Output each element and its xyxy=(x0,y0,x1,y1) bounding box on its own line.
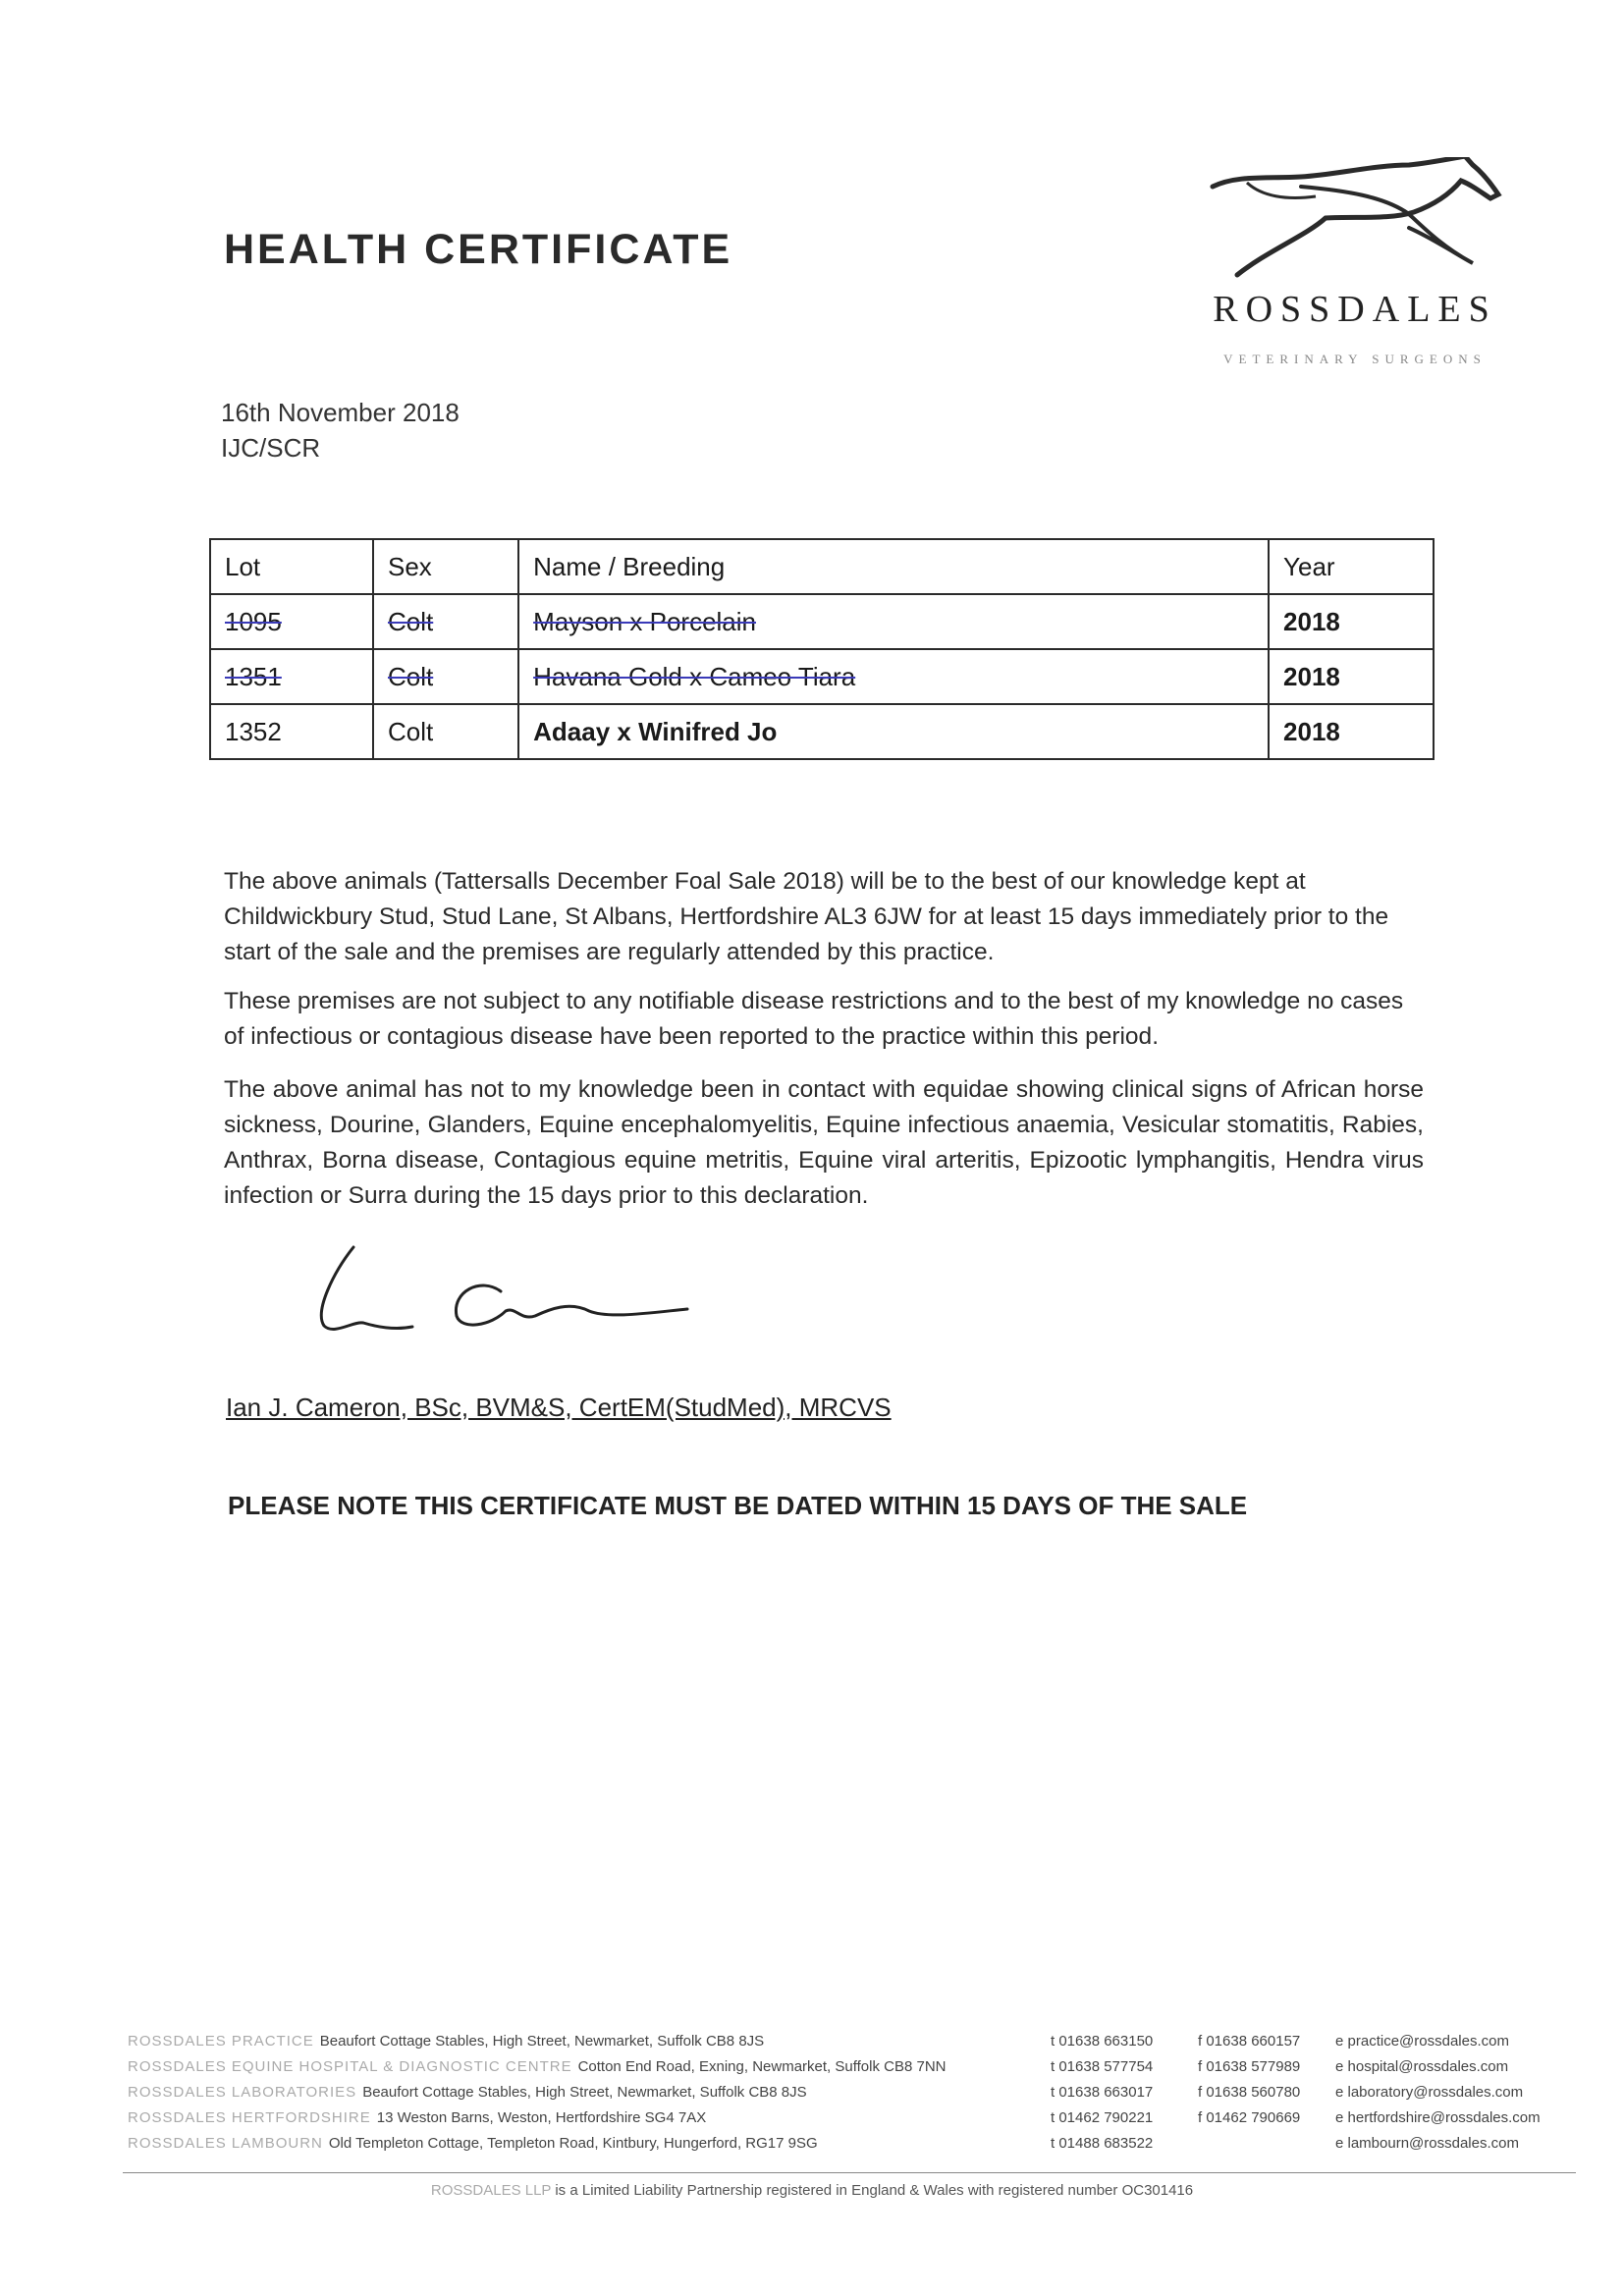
footer-address: 13 Weston Barns, Weston, Hertfordshire SG4 7AX xyxy=(376,2109,707,2126)
row-sex: Colt xyxy=(373,649,518,704)
row-name-text: Mayson x Porcelain xyxy=(533,606,757,636)
footer-email: e hospital@rossdales.com xyxy=(1335,2058,1509,2075)
row-lot: 1352 xyxy=(210,704,373,759)
header-name: Name / Breeding xyxy=(518,539,1269,594)
row-sex: Colt xyxy=(373,594,518,649)
footer-label: ROSSDALES EQUINE HOSPITAL & DIAGNOSTIC CENTRE xyxy=(128,2058,572,2075)
footer-tel: t 01462 790221 xyxy=(1051,2109,1154,2126)
row-name xyxy=(518,594,1269,649)
footer-row xyxy=(128,2084,1581,2109)
footer-tel: t 01638 663150 xyxy=(1051,2033,1154,2050)
footer-row xyxy=(128,2033,1581,2058)
footer-fax: f 01638 660157 xyxy=(1198,2033,1301,2050)
llp-text: is a Limited Liability Partnership registered in England & Wales with registered number OC301416 xyxy=(555,2182,1194,2199)
footer-row xyxy=(128,2109,1581,2135)
footer-email: e hertfordshire@rossdales.com xyxy=(1335,2109,1541,2126)
footer-address: Old Templeton Cottage, Templeton Road, Kintbury, Hungerford, RG17 9SG xyxy=(328,2135,818,2152)
footer-email: e practice@rossdales.com xyxy=(1335,2033,1509,2050)
footer-label: ROSSDALES HERTFORDSHIRE xyxy=(128,2109,371,2126)
row-name xyxy=(518,704,1269,759)
table-row xyxy=(210,594,1434,649)
row-lot: 1095 xyxy=(210,594,373,649)
logo-name: ROSSDALES xyxy=(1213,289,1497,330)
footer-label: ROSSDALES LAMBOURN xyxy=(128,2135,323,2152)
footer-label: ROSSDALES LABORATORIES xyxy=(128,2084,357,2101)
document-reference: IJC/SCR xyxy=(221,433,321,463)
footer-email: e lambourn@rossdales.com xyxy=(1335,2135,1519,2152)
date-block xyxy=(221,395,460,465)
footer-fax: f 01462 790669 xyxy=(1198,2109,1301,2126)
footer-tel: t 01638 663017 xyxy=(1051,2084,1154,2101)
signature-image xyxy=(295,1232,805,1350)
footer-fax: f 01638 577989 xyxy=(1198,2058,1301,2075)
table-row xyxy=(210,704,1434,759)
header-year: Year xyxy=(1269,539,1434,594)
footer-row xyxy=(128,2135,1581,2160)
table-row xyxy=(210,649,1434,704)
horse-logo-icon xyxy=(1208,157,1502,285)
document-date: 16th November 2018 xyxy=(221,398,460,427)
row-sex: Colt xyxy=(373,704,518,759)
table-header-row xyxy=(210,539,1434,594)
footer-address: Beaufort Cottage Stables, High Street, Newmarket, Suffolk CB8 8JS xyxy=(362,2084,807,2101)
document-title: HEALTH CERTIFICATE xyxy=(224,226,733,273)
footer-address: Beaufort Cottage Stables, High Street, Newmarket, Suffolk CB8 8JS xyxy=(319,2033,765,2050)
row-name xyxy=(518,649,1269,704)
header-lot: Lot xyxy=(210,539,373,594)
llp-registration xyxy=(0,2182,1624,2199)
header-sex: Sex xyxy=(373,539,518,594)
important-note: PLEASE NOTE THIS CERTIFICATE MUST BE DATED WITHIN 15 DAYS OF THE SALE xyxy=(228,1491,1248,1520)
paragraph-location: The above animals (Tattersalls December Foal Sale 2018) will be to the best of our knowledge kept at Childwickbury Stud, Stud Lane, St Albans, Hertfordshire AL3 6JW for at least 15 days immediately prior to the start of the sale and the premises are regularly attended by this practice. xyxy=(224,868,1389,965)
footer-tel: t 01488 683522 xyxy=(1051,2135,1154,2152)
signatory-name: Ian J. Cameron, BSc, BVM&S, CertEM(StudMed), MRCVS xyxy=(226,1393,892,1422)
row-lot: 1351 xyxy=(210,649,373,704)
footer-tel: t 01638 577754 xyxy=(1051,2058,1154,2075)
footer-row xyxy=(128,2058,1581,2084)
row-name-text: Adaay x Winifred Jo xyxy=(533,716,778,746)
row-year: 2018 xyxy=(1269,649,1434,704)
lots-table xyxy=(209,538,1435,760)
footer-address: Cotton End Road, Exning, Newmarket, Suffolk CB8 7NN xyxy=(577,2058,947,2075)
paragraph-restrictions: These premises are not subject to any notifiable disease restrictions and to the best of my knowledge no cases of infectious or contagious disease have been reported to the practice within this period. xyxy=(224,988,1404,1050)
paragraph-declaration: The above animal has not to my knowledge been in contact with equidae showing clinical signs of African horse sickness, Dourine, Glanders, Equine encephalomyelitis, Equine infectious anaemia, Vesicular stomatitis, Rabies, Anthrax, Borna disease, Contagious equine metritis, Equine viral arteritis, Epizootic lymphangitis, Hendra virus infection or Surra during the 15 days prior to this declaration. xyxy=(224,1076,1424,1209)
footer-label: ROSSDALES PRACTICE xyxy=(128,2033,314,2050)
footer-divider xyxy=(123,2172,1576,2173)
footer-email: e laboratory@rossdales.com xyxy=(1335,2084,1524,2101)
rossdales-logo xyxy=(1208,157,1502,373)
llp-label: ROSSDALES LLP xyxy=(430,2182,552,2199)
footer-fax: f 01638 560780 xyxy=(1198,2084,1301,2101)
row-year: 2018 xyxy=(1269,704,1434,759)
logo-subtitle: VETERINARY SURGEONS xyxy=(1223,352,1487,366)
row-name-text: Havana Gold x Cameo Tiara xyxy=(533,661,856,691)
row-year: 2018 xyxy=(1269,594,1434,649)
